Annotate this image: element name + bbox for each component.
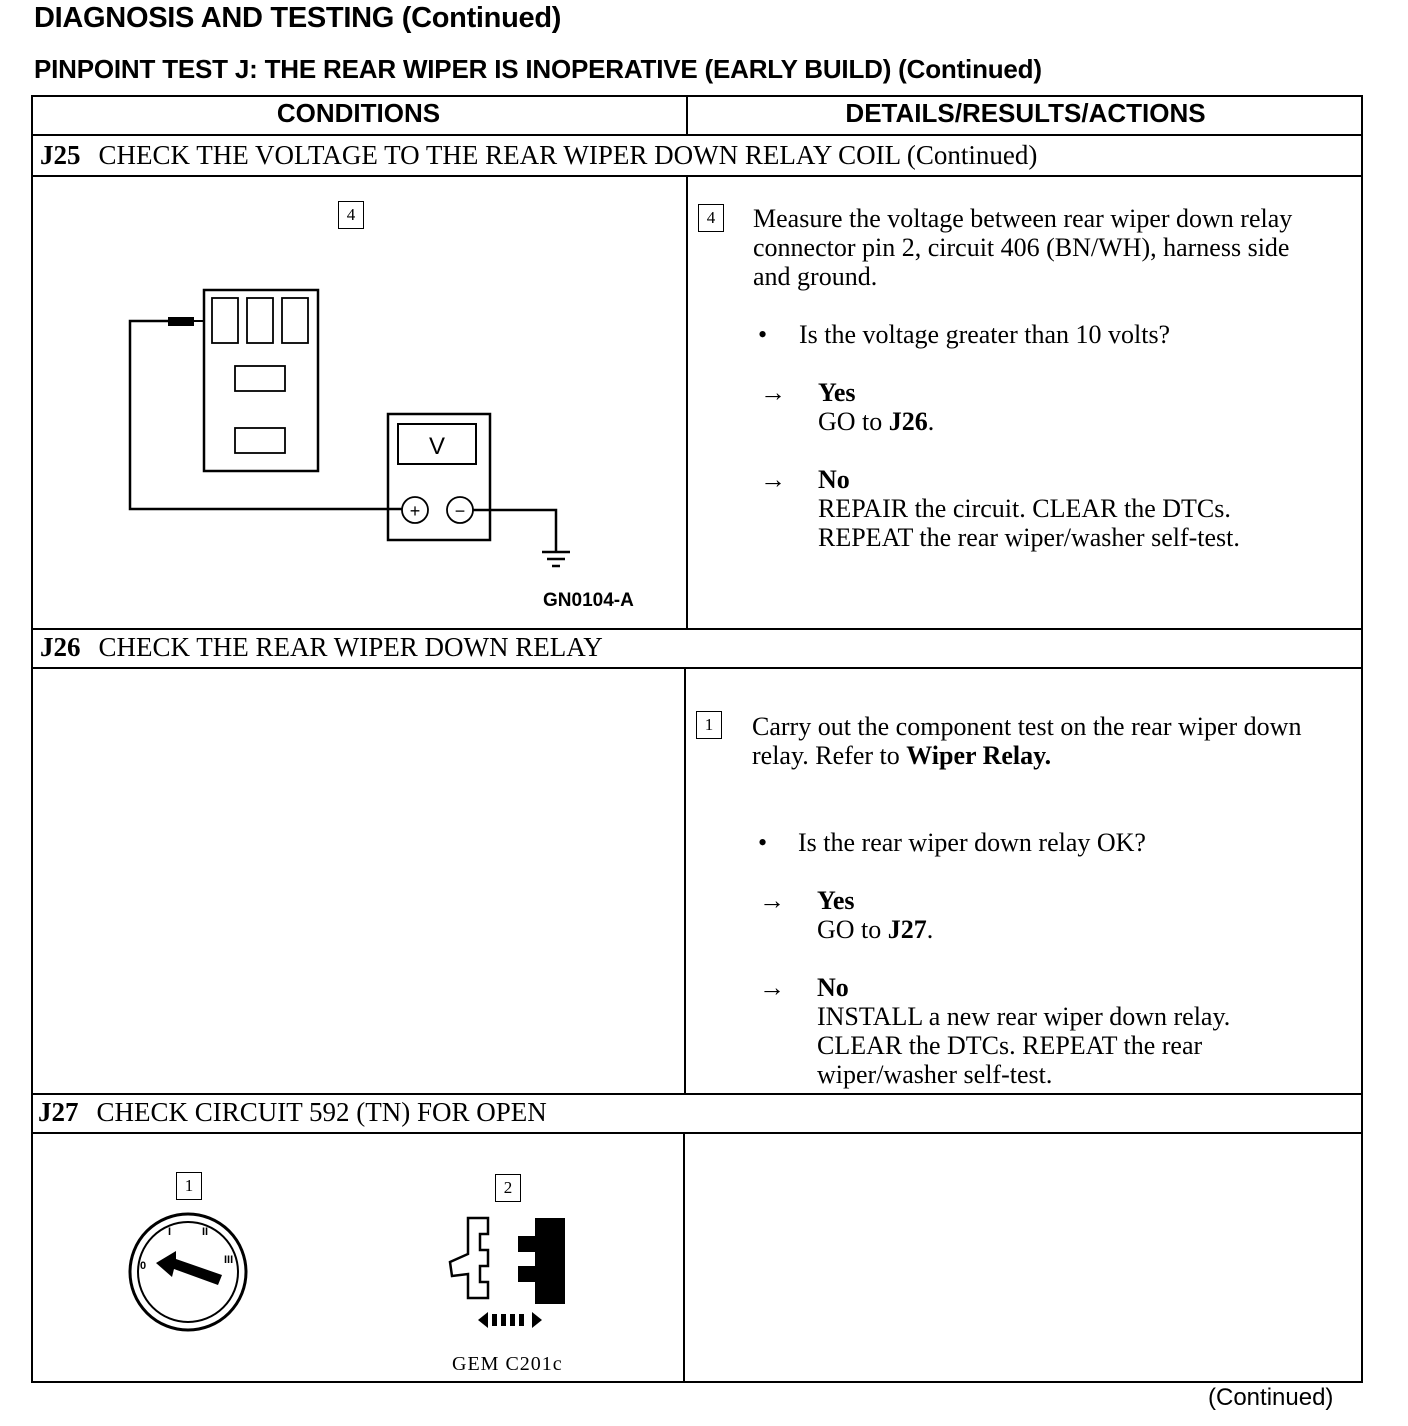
j25-title-divider [31,175,1363,177]
j26-step-text [752,712,1342,770]
connector-male-pin-1 [518,1236,536,1252]
j26-bullet: • [758,828,768,857]
j26-title-divider [31,667,1363,669]
connector-slot-1 [235,366,285,391]
j25-question: Is the voltage greater than 10 volts? [799,320,1171,349]
voltmeter-minus-label: − [454,501,466,521]
j25-yes-action-suffix: . [927,407,935,436]
j25-yes-action-target: J26 [888,407,928,436]
j25-no-label: No [818,465,850,494]
step-j25-title-row [40,140,1037,171]
j26-no-block [817,973,1317,1089]
j26-step-text-prefix: Carry out the component test on the rear wiper down relay. Refer to [752,712,1302,770]
disconnect-arrow-right [532,1312,542,1328]
j25-no-block [818,465,1328,552]
j25-figure-caption: GN0104-A [543,590,634,611]
connector-slot-2 [235,428,285,453]
ignition-position-1: I [168,1226,172,1238]
j25-step-text: Measure the voltage between rear wiper down relay connector pin 2, circuit 406 (BN/WH), harness side and ground. [753,204,1293,291]
j26-column-separator [684,667,686,1093]
connector-pin-3 [282,298,308,343]
continued-footer: (Continued) [1208,1384,1334,1411]
step-j26-title-row [40,632,603,663]
j26-yes-arrow: → [759,886,785,915]
j25-yes-arrow: → [760,378,786,407]
connector-female-half [450,1218,488,1298]
j27-figure-step-1: 1 [176,1172,202,1200]
j27-title-divider [31,1132,1363,1134]
probe-wire-negative [473,510,556,552]
j26-yes-action-target: J27 [887,915,927,944]
j25-yes-block [818,378,1318,436]
probe-wire-positive [130,321,402,509]
j26-question: Is the rear wiper down relay OK? [798,828,1146,857]
step-j27-title: CHECK CIRCUIT 592 (TN) FOR OPEN [96,1097,547,1127]
ignition-switch-diagram [120,1205,260,1345]
step-j25-id: J25 [40,140,81,170]
page-subtitle: PINPOINT TEST J: THE REAR WIPER IS INOPERATIVE (EARLY BUILD) (Continued) [34,54,1042,84]
j25-yes-label: Yes [818,378,856,407]
j26-bottom-divider [31,1093,1363,1095]
page-title: DIAGNOSIS AND TESTING (Continued) [34,2,562,34]
connector-male-body [535,1218,565,1304]
j26-yes-action-prefix: GO to [817,915,888,944]
voltmeter-plus-label: + [409,501,421,521]
relay-connector-body [204,290,318,471]
connector-pin-2 [247,298,273,343]
column-header-conditions: CONDITIONS [276,98,441,128]
j26-yes-label: Yes [817,886,855,915]
connector-disconnect-diagram [440,1210,580,1340]
step-j26-title: CHECK THE REAR WIPER DOWN RELAY [98,632,603,662]
voltmeter-v-label: V [428,433,446,460]
j26-no-label: No [817,973,849,1002]
step-j27-title-row [38,1097,547,1128]
j26-step-text-ref: Wiper Relay. [906,741,1052,770]
j25-figure-step-number: 4 [338,201,364,229]
step-j25-title: CHECK THE VOLTAGE TO THE REAR WIPER DOWN RELAY COIL (Continued) [98,140,1038,170]
step-j26-id: J26 [40,632,81,662]
j27-figure-caption: GEM C201c [452,1353,563,1375]
ignition-position-3: III [224,1254,234,1266]
column-header-details: DETAILS/RESULTS/ACTIONS [845,98,1206,128]
j26-step-number: 1 [696,711,722,739]
j25-no-action: REPAIR the circuit. CLEAR the DTCs. REPEAT the rear wiper/washer self-test. [818,494,1240,552]
ignition-key-pointer [156,1251,222,1285]
j25-bottom-divider [31,628,1363,630]
j26-yes-block [817,886,1317,944]
j27-column-separator [683,1132,685,1382]
j26-no-action: INSTALL a new rear wiper down relay. CLEAR the DTCs. REPEAT the rear wiper/washer self-test. [817,1002,1231,1089]
probe-tip [168,317,194,326]
j26-no-arrow: → [759,973,785,1002]
connector-pin-1 [212,298,238,343]
j25-column-separator [686,175,688,628]
step-j27-id: J27 [38,1097,79,1127]
j25-yes-action-prefix: GO to [818,407,889,436]
j25-bullet: • [758,320,768,349]
ignition-position-0: 0 [140,1260,147,1272]
ignition-position-2: II [202,1226,209,1238]
j25-step-number: 4 [698,204,724,232]
j25-no-arrow: → [760,465,786,494]
disconnect-arrow-left [478,1312,488,1328]
column-header-divider [31,134,1363,136]
connector-male-pin-2 [518,1266,536,1282]
j26-yes-action-suffix: . [926,915,934,944]
j27-figure-step-2: 2 [495,1174,521,1202]
j25-voltmeter-diagram [100,280,620,580]
